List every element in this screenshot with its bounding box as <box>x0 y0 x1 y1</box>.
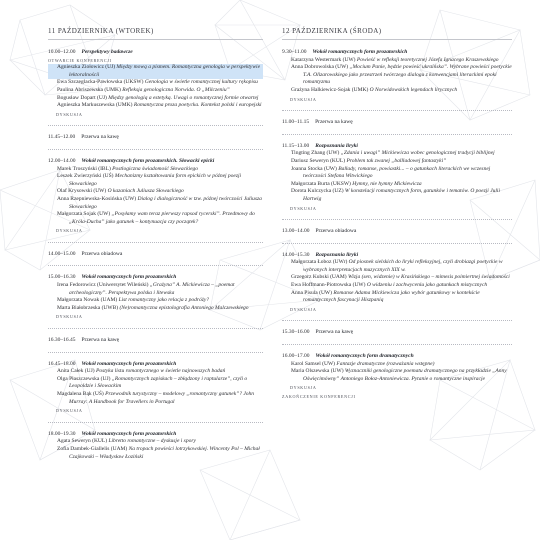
session-time: 11.45–12.00 <box>48 134 76 141</box>
talk-item <box>282 64 512 87</box>
talk-title: Romanse Adama Mickiewicza jako wybór gatunkowy w kontekście romantycznych fascynacji Hiszpanią <box>303 289 480 304</box>
talk-speaker: Leszek Zwierzyński (UŚ) <box>57 173 114 180</box>
talk-speaker: Joanna Stocka (UW) <box>291 165 337 172</box>
break-title: Przerwa obiadowa <box>81 250 123 257</box>
talk-title: Wizja (sen, widzenie) w Krasińskiego – mimesis poimiertnej świadomości <box>347 274 510 281</box>
talk-item <box>282 188 512 203</box>
session-time: 9.30–11.00 <box>282 49 307 55</box>
talk-title: Mechanizmy kształtowania form epickich w późnej poezji Słowackiego <box>69 173 242 187</box>
break-title: Przerwa na kawę <box>315 329 354 336</box>
talk-item <box>48 376 263 391</box>
session-time: 14.00–15.30 <box>282 251 310 258</box>
session-slot <box>282 49 512 103</box>
talk-title: O Norwidowskich legendach lirycznych <box>369 86 458 93</box>
talk-speaker: Ewa Szczeglacka-Pawłowska (UKSW) <box>57 79 144 86</box>
program-column-day-2 <box>282 27 512 401</box>
break-slot <box>48 134 263 142</box>
session-title: Rozpoznania liryki <box>315 251 359 258</box>
talk-speaker: Paulina Abriszewska (UMK) <box>57 86 121 93</box>
talk-speaker: Anita Całek (UJ) <box>57 368 95 375</box>
talk-title: „Grażyna” A. Mickiewicza – „poemat archeologiczny”. Perspektywa polska i litewska <box>69 282 235 296</box>
break-title: Przerwa na kawę <box>81 134 119 141</box>
session-title: Wokół romantycznych form prozatorskich <box>81 360 177 367</box>
discussion-label: DYSKUSJA <box>290 205 317 211</box>
talk-speaker: Olaf Krysowski (UW) <box>57 188 107 195</box>
talk-item <box>48 79 263 87</box>
talk-item <box>282 150 512 158</box>
talk-speaker: Małgorzata Sojak (UW) <box>57 211 111 218</box>
break-slot <box>48 337 263 345</box>
talk-item <box>282 274 512 282</box>
talk-speaker: Małgorzata Burta (UKSW) <box>291 180 351 187</box>
talk-title: Fantazje dramatyczne (rozważania wstępne) <box>336 360 435 367</box>
talk-title: Dialog i dialogiczność w tzw. późnej twórczości Juliusza Słowackiego <box>69 195 262 210</box>
day-heading: 11 PAŹDZIERNIKA (WTOREK) <box>48 27 263 40</box>
discussion-label: DYSKUSJA <box>290 96 317 102</box>
talk-title: O widzeniu i zachwyceniu jako gatunkach mistycznych <box>366 282 488 289</box>
talk-speaker: Grzegorz Kubski (UAM) <box>291 274 347 281</box>
discussion-label: DYSKUSJA <box>56 314 83 320</box>
talk-item <box>48 166 263 174</box>
session-time: 15.00–16.30 <box>48 274 76 281</box>
session-title: Perspektywy badawcze <box>81 49 133 55</box>
talk-item <box>282 290 512 305</box>
discussion-label: DYSKUSJA <box>290 306 317 312</box>
talk-item <box>48 211 263 226</box>
slot-divider <box>282 243 512 244</box>
slot-divider <box>48 422 263 423</box>
talk-title: Postyka listu romantycznego w świetle najnowszych badań <box>95 368 226 375</box>
talk-speaker: Grażyna Halkiewicz-Sojak (UMK) <box>291 86 369 93</box>
program-column-day-1 <box>48 27 263 461</box>
talk-speaker: Dariusz Seweryn (KUL) <box>291 157 346 164</box>
talk-speaker: Tingting Zhang (UW) <box>291 150 340 157</box>
talk-title: Libretto romantyczne – dyskusje i spory <box>108 438 196 445</box>
talk-speaker: Dorota Kulczycka (UZ) <box>291 188 344 195</box>
talk-title: Od piosnek sielskich do liryki refleksyjnej, czyli drobiazgi poetyckie w wybranych interpretacjach muzycznych XIX w. <box>303 259 503 273</box>
talk-item <box>48 368 263 376</box>
talk-speaker: Agata Seweryn (KUL) <box>57 438 108 445</box>
talk-title: O kazaniach Juliusza Słowackiego <box>107 188 184 195</box>
day-heading: 12 PAŹDZIERNIKA (ŚRODA) <box>282 27 512 40</box>
session-time: 14.00–15.00 <box>48 250 76 257</box>
slot-divider <box>282 320 512 321</box>
session-title: Wokół romantycznych form dramatycznych <box>315 353 414 360</box>
talk-title: Genologia w świetle romantycznej kultury rękopisu <box>144 79 258 86</box>
talk-title: Między mową a pismem. Romantyczna genologia w perspektywie lektoralnościi <box>69 64 261 78</box>
talk-title: Wyznaczniki genologiczne poematu dramatycznego na przykładzie „Anny Oświęcimówny” Antoniego Bołoz-Antoniewicza. Pytanie o romantyczne inspiracje <box>303 368 507 382</box>
session-time: 16.00–17.00 <box>282 353 310 360</box>
session-slot <box>48 431 263 461</box>
talk-speaker: Irena Fedorowicz (Uniwersytet Wileński) <box>57 282 149 289</box>
talk-title: „Posyłamy wam teraz pierwszy rapsod rycerski”. Przedmowy do „Króla-Ducha” jako gatunek – kontynuacja czy początek? <box>69 211 255 225</box>
session-time: 12.00–14.00 <box>48 157 76 164</box>
break-slot <box>48 251 263 259</box>
slot-divider <box>282 219 512 220</box>
talk-item <box>48 297 263 305</box>
break-title: Przerwa obiadowa <box>315 228 357 235</box>
slot-divider <box>282 110 512 111</box>
talk-item <box>48 438 263 446</box>
talk-title: „Romantycznych zapiskach – zbłądzony i raptularze”, czyli o Leopoldzie i Słowackim <box>69 375 248 390</box>
slot-divider <box>48 149 263 150</box>
talk-item <box>282 166 512 181</box>
slot-divider <box>48 265 263 266</box>
talk-title: Hymny, nie hymny Mickiewicza <box>352 180 422 187</box>
talk-speaker: Anna Rzepniewska-Kosińska (UW) <box>57 195 137 202</box>
session-title: Wokół romantycznych form prozatorskich <box>81 430 177 437</box>
talk-item <box>48 188 263 196</box>
talk-speaker: Agnieszka Markuszewska (UMK) <box>57 102 133 109</box>
slot-divider <box>282 134 512 135</box>
session-time: 13.00–14.00 <box>282 228 310 235</box>
talk-item <box>48 391 263 406</box>
discussion-label: DYSKUSJA <box>290 385 317 391</box>
talk-item <box>48 64 263 79</box>
talk-speaker: Bogusław Dopart (UJ) <box>57 94 107 101</box>
talk-item <box>282 368 512 383</box>
talk-speaker: Anna Pisula (UW) <box>291 289 332 296</box>
slot-divider <box>48 352 263 353</box>
session-slot <box>48 158 263 235</box>
talk-item <box>282 87 512 95</box>
talk-item <box>48 196 263 211</box>
talk-title: Refleksja genologiczna Norwida. O „Milczeniu” <box>122 86 230 93</box>
talk-title: (Ne)romantyczna epistolografia Antoniego Malczewskiego <box>119 304 249 311</box>
talk-item <box>48 102 263 110</box>
session-title: Wokół romantycznych form prozatorskich <box>312 49 408 55</box>
session-title: Wokół romantycznych form prozatorskich <box>81 274 177 281</box>
session-time: 16.30–16.45 <box>48 337 76 344</box>
session-slot <box>48 49 263 118</box>
discussion-label: DYSKUSJA <box>56 228 83 234</box>
talk-item <box>282 158 512 166</box>
session-slot <box>48 361 263 415</box>
session-slot <box>282 252 512 314</box>
talk-title: Przewodnik turystyczny – modelowy „romantyczny gatunek”? John Murray: A Handbook for Travellers in Portugal <box>69 391 255 405</box>
talk-item <box>48 305 263 313</box>
talk-speaker: Ewa Hoffmann-Piotrowska (UW) <box>291 282 366 289</box>
talk-speaker: Marta Białobrzeska (UWB) <box>57 304 119 311</box>
talk-title: Powieść w refleksji teoretycznej Józefa Ignacego Kraszewskiego <box>356 56 499 63</box>
talk-title: Między genologią a estetyką. Uwagi o romantycznej formie otwartej <box>108 94 259 101</box>
session-time: 10.00–12.00 <box>48 49 76 55</box>
talk-speaker: Marek Troszyński (IBL) <box>57 165 111 172</box>
slot-divider <box>48 328 263 329</box>
session-label: OTWARCIE KONFERENCJI <box>48 57 112 63</box>
session-slot <box>282 143 512 212</box>
session-time: 11.00–11.15 <box>282 119 310 126</box>
talk-speaker: Olga Płaszczewska (UJ) <box>57 375 111 382</box>
talk-title: Ballady, romanse, powiastki... – o gatunkach literackich we wczesnej twórczości Stefana Witwickiego <box>303 165 491 180</box>
break-slot <box>282 119 512 127</box>
break-title: Przerwa na kawę <box>315 119 353 126</box>
talk-speaker: Katarzyna Westermark (UW) <box>291 56 356 63</box>
talk-item <box>282 282 512 290</box>
talk-speaker: Anna Dobrowolska (UW) <box>291 64 349 71</box>
talk-item <box>48 446 263 461</box>
slot-divider <box>48 125 263 126</box>
talk-item <box>48 173 263 188</box>
session-slot <box>48 274 263 321</box>
discussion-label: DYSKUSJA <box>56 111 83 117</box>
talk-speaker: Zofia Dambek-Giallelis (UAM) <box>57 445 128 452</box>
closing-label: ZAKOŃCZENIE KONFERENCJI <box>282 394 356 399</box>
talk-speaker: Maria Olszewska (UW) <box>291 368 344 375</box>
talk-title: W konstelacji romantycznych form, gatunków i tematów. O poezji Julii Hartwig <box>303 188 500 202</box>
talk-speaker: Małgorzata Łoboz (UWr) <box>291 259 348 266</box>
talk-speaker: Magdalena Bąk (UŚ) <box>57 391 104 397</box>
session-time: 16.45–18.00 <box>48 360 76 367</box>
session-title: Wokół romantycznych form prozatorskich. Słowacki epicki <box>81 157 215 164</box>
session-title: Rozpoznania liryki <box>315 142 358 149</box>
talk-title: Romantyczna proza poetycka. Kontekst polski i europejski <box>133 102 262 109</box>
talk-title: „Zdania i uwagi” Mickiewicza wobec genologicznej tradycji biblijnej <box>340 150 495 157</box>
talk-speaker: Małgorzata Nowak (UAM) <box>57 297 118 304</box>
talk-item <box>48 87 263 95</box>
talk-title: „Mocium Panie, będzie powieść ukraińska”. Wybrane powieści poetyckie T.A. Olizarowskiego jako przestrzeń twórczego dialogu z konwencjami literackimi epoki romantyzmu <box>303 64 512 86</box>
talk-item <box>282 259 512 274</box>
discussion-label: DYSKUSJA <box>56 408 83 414</box>
talk-title: Problem tak zwanej „ballladowej fantastyki” <box>346 157 447 164</box>
talk-speaker: Karol Samsel (UW) <box>291 360 335 367</box>
slot-divider <box>48 242 263 243</box>
session-slot <box>282 353 512 401</box>
session-time: 18.00–19.30 <box>48 430 76 437</box>
break-slot <box>282 228 512 236</box>
talk-item <box>48 282 263 297</box>
break-title: Przerwa na kawę <box>81 337 120 344</box>
slot-divider <box>282 344 512 345</box>
talk-title: Na tropach powieści lotrzykowskiej. Wincenty Pol – Michał Czajkowski – Władysław Łoziński <box>69 445 260 460</box>
talk-title: Postlogiczna świadomość Słowackiego <box>112 165 199 172</box>
talk-title: List romantyczny jako relacja z podróży? <box>118 297 210 304</box>
break-slot <box>282 329 512 337</box>
session-time: 11.15–13.00 <box>282 142 310 149</box>
talk-speaker: Agnieszka Ziołowicz (UJ) <box>57 64 116 71</box>
session-time: 15.30–16.00 <box>282 329 310 336</box>
